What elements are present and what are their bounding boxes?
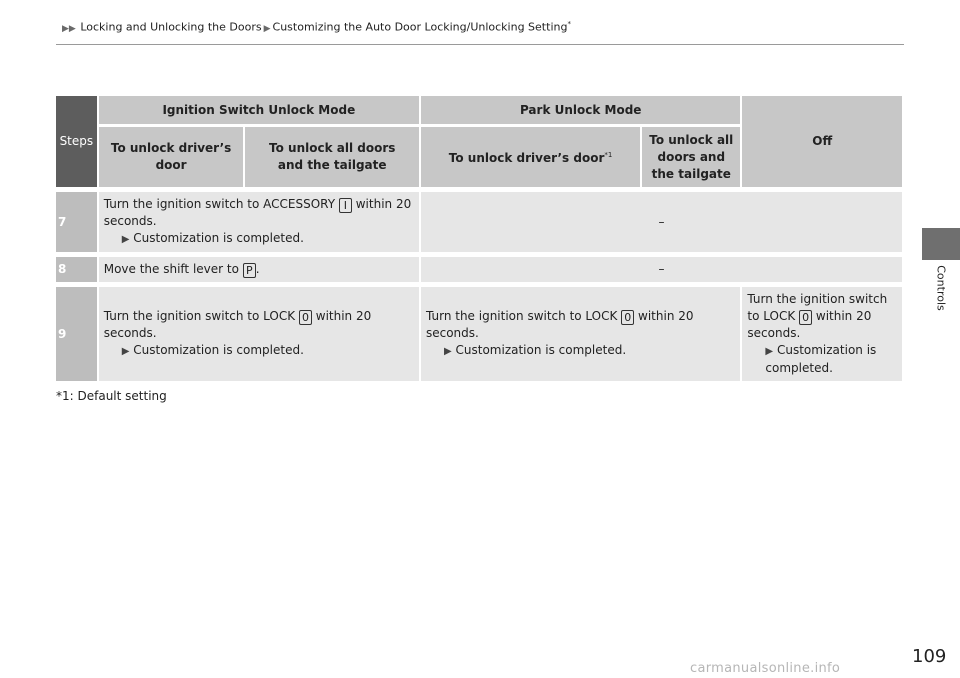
ignition-switch-unlock-mode-header: Ignition Switch Unlock Mode: [97, 96, 419, 124]
step-instruction-park-driver: Turn the ignition switch to LOCK 0 within 20 seconds. ▶ Customization is completed.: [419, 287, 740, 381]
header-rule: [56, 44, 904, 45]
breadcrumb-item-customizing: Customizing the Auto Door Locking/Unlocking Setting: [272, 20, 568, 34]
accessory-key-icon: I: [339, 198, 352, 213]
lock-key-icon: 0: [799, 310, 812, 325]
lock-key-icon: 0: [299, 310, 312, 325]
step-result: Customization is completed.: [133, 231, 304, 245]
off-column-header: Off: [740, 96, 902, 187]
table-row: [56, 257, 902, 282]
step-number: 8: [56, 257, 97, 282]
col-unlock-all-doors: To unlock all doors and the tailgate: [243, 124, 419, 187]
col-unlock-drivers-door: To unlock driver’s door: [97, 124, 244, 187]
step-instruction-off: Turn the ignition switch to LOCK 0 within 20 seconds. ▶ Customization is completed.: [740, 287, 902, 381]
section-tab-label: Controls: [934, 265, 948, 311]
table-row: [56, 192, 902, 252]
triangle-right-icon: ▶: [121, 346, 130, 357]
not-applicable-cell: –: [419, 257, 902, 282]
watermark: carmanualsonline.info: [690, 661, 841, 676]
breadcrumb-item-locking: Locking and Unlocking the Doors: [80, 20, 262, 34]
triangle-right-icon: ▶: [443, 346, 452, 357]
step-number: 9: [56, 287, 97, 381]
table-row: [56, 287, 902, 381]
step-instruction-ignition: Turn the ignition switch to LOCK 0 within 20 seconds. ▶ Customization is completed.: [97, 287, 419, 381]
not-applicable-cell: –: [419, 192, 902, 252]
triangle-right-icon: ▶: [263, 23, 271, 34]
triangle-right-icon: ▶: [121, 234, 130, 245]
lock-key-icon: 0: [621, 310, 634, 325]
breadcrumb: [62, 20, 571, 34]
footnote: *1: Default setting: [56, 389, 167, 403]
steps-column-header: Steps: [56, 96, 97, 187]
park-unlock-mode-header: Park Unlock Mode: [419, 96, 740, 124]
park-key-icon: P: [243, 263, 256, 278]
triangle-right-icon: ▶▶: [62, 23, 76, 34]
section-tab-marker: [922, 228, 960, 260]
step-instruction: Move the shift lever to P .: [97, 257, 419, 282]
customization-steps-table: [56, 96, 902, 381]
asterisk-mark: *: [567, 20, 571, 28]
step-number: 7: [56, 192, 97, 252]
col-park-unlock-all-doors: To unlock all doors and the tailgate: [640, 124, 740, 187]
page-number: 109: [912, 646, 947, 667]
triangle-right-icon: ▶: [765, 346, 774, 357]
col-park-unlock-drivers-door: To unlock driver’s door$^{*1}$: [419, 124, 640, 187]
step-instruction: Turn the ignition switch to ACCESSORY I within 20 seconds. ▶ Customization is completed.: [97, 192, 419, 252]
